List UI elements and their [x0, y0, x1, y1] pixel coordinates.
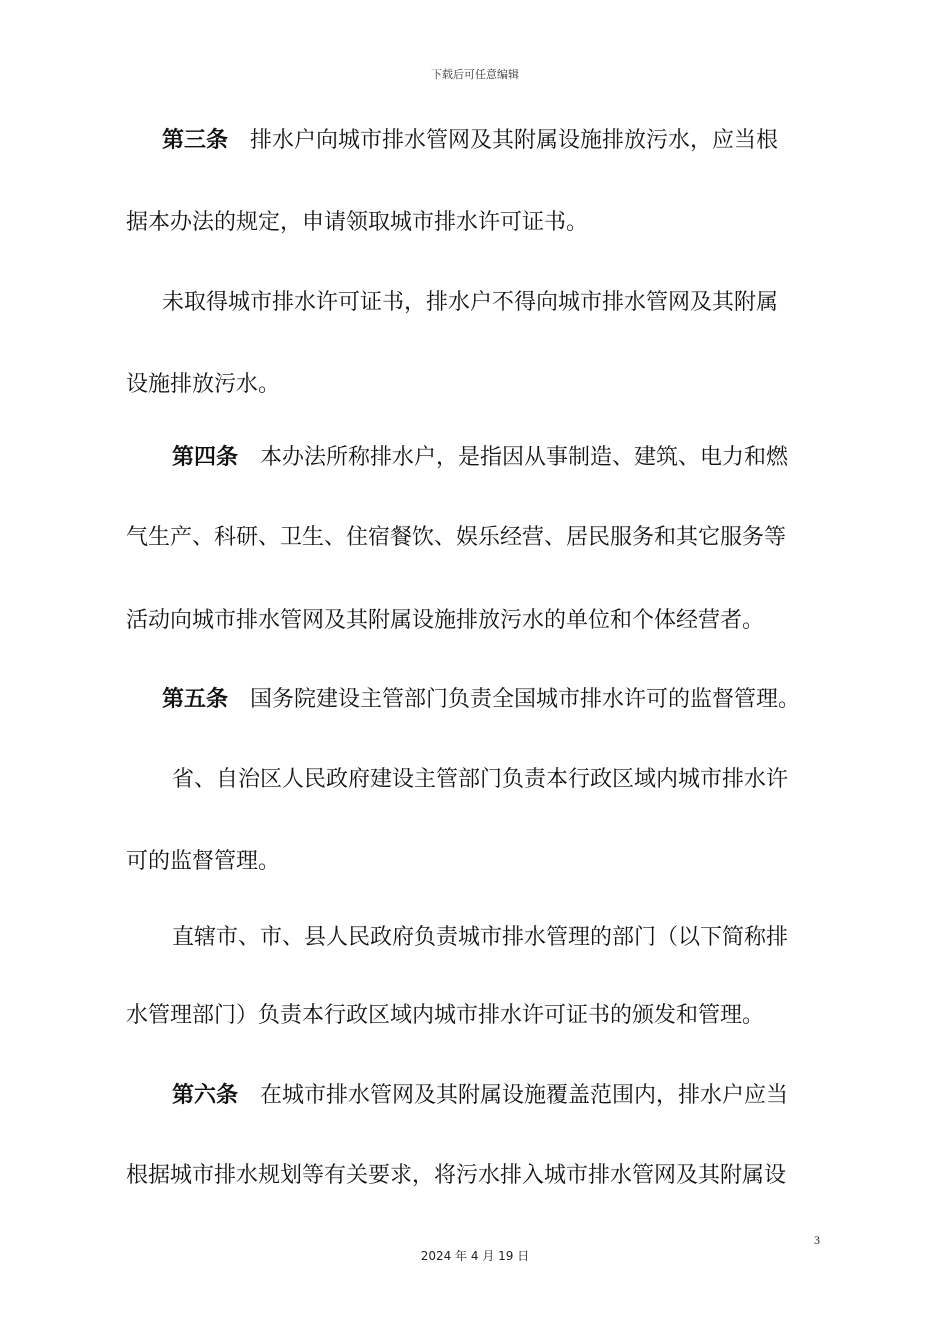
article-3-line-2: 据本办法的规定，申请领取城市排水许可证书。 — [126, 210, 589, 235]
article-5-line-1 — [162, 682, 800, 718]
article-3-heading: 第三条 — [162, 128, 229, 153]
article-3-para-2-line-1: 未取得城市排水许可证书，排水户不得向城市排水管网及其附属 — [162, 290, 779, 315]
article-4-line-2: 气生产、科研、卫生、住宿餐饮、娱乐经营、居民服务和其它服务等 — [126, 525, 787, 550]
article-6-text-1: 在城市排水管网及其附属设施覆盖范围内，排水户应当 — [260, 1083, 789, 1108]
article-5-text-1: 国务院建设主管部门负责全国城市排水许可的监督管理。 — [250, 687, 801, 712]
article-5-para-2-line-2: 可的监督管理。 — [126, 849, 281, 874]
page-header-note: 下载后可任意编辑 — [431, 68, 519, 81]
footer-date: 2024 年 4 月 19 日 — [420, 1249, 530, 1263]
article-5-para-3-line-1: 直辖市、市、县人民政府负责城市排水管理的部门（以下简称排 — [172, 925, 789, 950]
article-4-text-1: 本办法所称排水户，是指因从事制造、建筑、电力和燃 — [260, 445, 789, 470]
article-6-line-1 — [172, 1078, 788, 1114]
article-6-line-2: 根据城市排水规划等有关要求，将污水排入城市排水管网及其附属设 — [126, 1163, 787, 1188]
article-5-heading: 第五条 — [162, 687, 229, 712]
article-4-heading: 第四条 — [172, 445, 239, 470]
article-3-line-1 — [162, 123, 778, 159]
article-5-para-3-line-2: 水管理部门）负责本行政区域内城市排水许可证书的颁发和管理。 — [126, 1003, 765, 1028]
article-4-line-1 — [172, 440, 788, 476]
article-3-para-2-line-2: 设施排放污水。 — [126, 372, 281, 397]
page-number: 3 — [814, 1233, 820, 1247]
article-3-text-1: 排水户向城市排水管网及其附属设施排放污水，应当根 — [250, 128, 779, 153]
article-5-para-2-line-1: 省、自治区人民政府建设主管部门负责本行政区域内城市排水许 — [172, 767, 789, 792]
article-6-heading: 第六条 — [172, 1083, 239, 1108]
article-4-line-3: 活动向城市排水管网及其附属设施排放污水的单位和个体经营者。 — [126, 608, 765, 633]
